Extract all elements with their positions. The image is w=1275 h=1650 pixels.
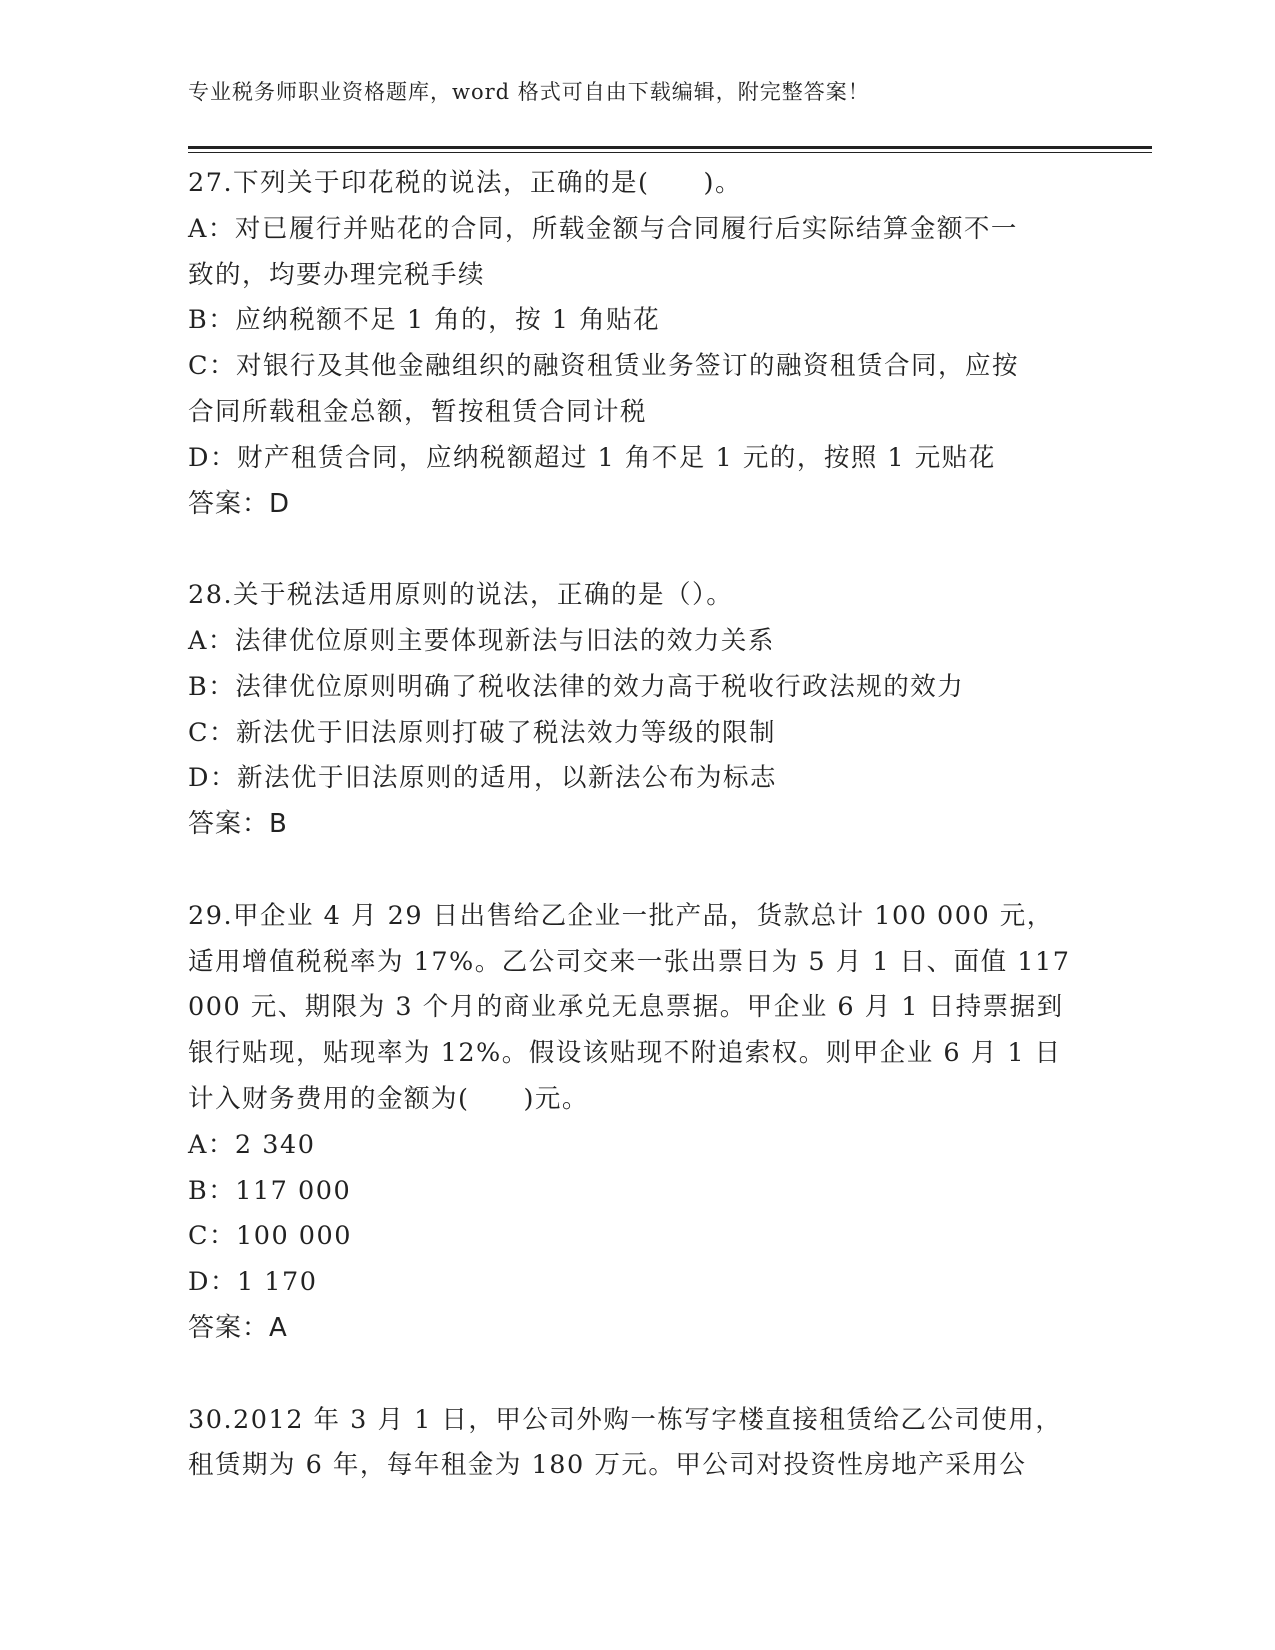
question-spacer <box>188 527 1088 573</box>
header-divider-thin <box>188 152 1152 153</box>
answer-option: C：新法优于旧法原则打破了税法效力等级的限制 <box>188 717 777 748</box>
answer-option: A：2 340 <box>188 1129 316 1160</box>
question-stem: 000 元、期限为 3 个月的商业承兑无息票据。甲企业 6 月 1 日持票据到 <box>188 992 1064 1023</box>
correct-answer: 答案：A <box>188 1312 288 1343</box>
correct-answer: 答案：B <box>188 809 288 840</box>
answer-option: B：117 000 <box>188 1175 352 1206</box>
header-divider-thick <box>188 146 1152 149</box>
answer-option: D：财产租赁合同，应纳税额超过 1 角不足 1 元的，按照 1 元贴花 <box>188 442 996 473</box>
question-stem: 适用增值税税率为 17%。乙公司交来一张出票日为 5 月 1 日、面值 117 <box>188 946 1071 977</box>
question-stem: 30.2012 年 3 月 1 日，甲公司外购一栋写字楼直接租赁给乙公司使用， <box>188 1404 1063 1435</box>
question-stem: 28.关于税法适用原则的说法，正确的是（）。 <box>188 580 734 611</box>
answer-option: 合同所载租金总额，暂按租赁合同计税 <box>188 396 648 427</box>
answer-option: A：法律优位原则主要体现新法与旧法的效力关系 <box>188 625 775 656</box>
page-header: 专业税务师职业资格题库，word 格式可自由下载编辑，附完整答案！ <box>188 80 870 104</box>
question-stem: 租赁期为 6 年，每年租金为 180 万元。甲公司对投资性房地产采用公 <box>188 1450 1027 1481</box>
answer-option: A：对已履行并贴花的合同，所载金额与合同履行后实际结算金额不一 <box>188 213 1018 244</box>
question-block <box>188 894 1088 1352</box>
question-spacer <box>188 1352 1088 1398</box>
answer-option: C：100 000 <box>188 1221 352 1252</box>
question-list <box>188 161 1088 1489</box>
answer-option: B：应纳税额不足 1 角的，按 1 角贴花 <box>188 305 661 336</box>
answer-option: D：1 170 <box>188 1267 318 1298</box>
answer-option: B：法律优位原则明确了税收法律的效力高于税收行政法规的效力 <box>188 671 965 702</box>
question-stem: 27.下列关于印花税的说法，正确的是( )。 <box>188 168 742 198</box>
answer-option: 致的，均要办理完税手续 <box>188 259 486 290</box>
answer-option: C：对银行及其他金融组织的融资租赁业务签订的融资租赁合同，应按 <box>188 351 1020 382</box>
question-block <box>188 573 1088 848</box>
question-stem: 计入财务费用的金额为( )元。 <box>188 1083 589 1114</box>
question-block <box>188 1398 1088 1490</box>
question-stem: 29.甲企业 4 月 29 日出售给乙企业一批产品，货款总计 100 000 元， <box>188 900 1054 931</box>
correct-answer: 答案：D <box>188 488 291 519</box>
answer-option: D：新法优于旧法原则的适用，以新法公布为标志 <box>188 763 777 794</box>
question-block <box>188 161 1088 527</box>
question-spacer <box>188 848 1088 894</box>
question-stem: 银行贴现，贴现率为 12%。假设该贴现不附追索权。则甲企业 6 月 1 日 <box>188 1038 1062 1069</box>
